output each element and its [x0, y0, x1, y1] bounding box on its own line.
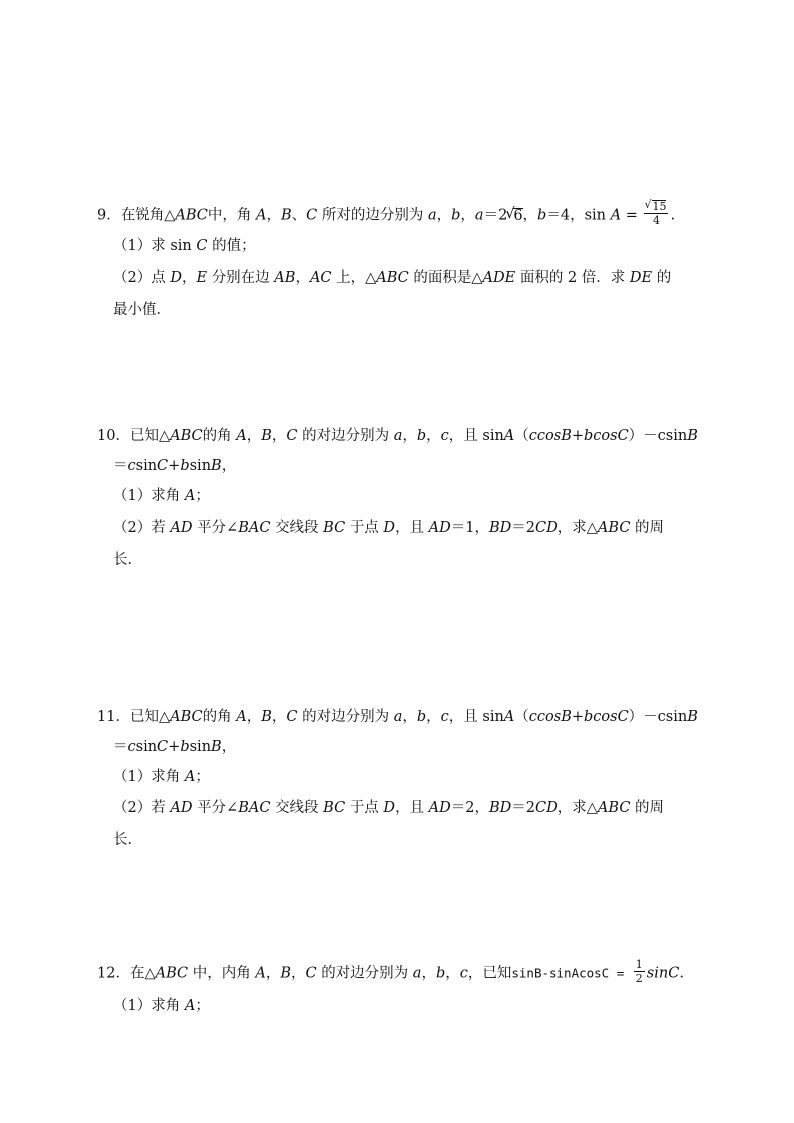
math-var: AD: [170, 800, 193, 816]
math-var: c: [127, 739, 136, 755]
text: .: [670, 207, 676, 224]
problem-9-sub-2-cont: [113, 300, 171, 320]
text: （1）求角: [113, 488, 181, 504]
math-var: B: [687, 709, 698, 725]
math-var: a: [393, 428, 403, 444]
text: 的对边分别为: [321, 965, 409, 982]
text: ，: [290, 965, 306, 982]
text: （2）若: [113, 520, 166, 536]
text: sin: [189, 739, 212, 755]
problem-10-line-2: [113, 456, 236, 476]
fraction: [644, 200, 668, 227]
problem-9-sub-2: [113, 268, 671, 288]
text: ）－csin: [628, 428, 688, 444]
text: ，: [426, 709, 441, 725]
math-var: E: [196, 270, 208, 286]
math-var: BD: [489, 800, 512, 816]
math-var: A: [236, 709, 247, 725]
problem-11-line-1: [97, 707, 698, 727]
text: ，: [221, 458, 237, 474]
math-var: ABC: [170, 428, 203, 444]
problem-12-line-1: [97, 958, 684, 985]
problem-10-sub-2-cont: [113, 550, 142, 570]
math-var: AD: [428, 800, 451, 816]
math-var: A: [184, 769, 196, 785]
math-var: c: [127, 458, 136, 474]
text: ，: [266, 207, 281, 224]
text: 已知△: [129, 709, 171, 725]
problem-11-sub-2-cont: [113, 830, 142, 850]
text: 所对的边分别为: [321, 207, 424, 224]
text: ＝1，: [450, 520, 490, 536]
math-var: BD: [489, 520, 512, 536]
math-var: b: [180, 458, 190, 474]
math-var: BC: [323, 800, 346, 816]
math-var: C: [286, 709, 298, 725]
text: 平分∠: [197, 520, 239, 536]
math-var: ABC: [597, 520, 631, 536]
math-expr: sinC: [646, 965, 680, 982]
text: ，: [246, 428, 262, 444]
math-var: B: [261, 428, 272, 444]
math-var: C: [196, 238, 208, 254]
math-var: C: [157, 458, 169, 474]
text: ，: [221, 739, 237, 755]
text: ，求△: [557, 800, 598, 816]
text: ＝: [113, 458, 128, 474]
text: ，求△: [557, 520, 598, 536]
problem-10-line-1: [97, 426, 698, 446]
text: .: [679, 965, 684, 982]
math-var: A: [184, 488, 196, 504]
text: ，: [265, 965, 281, 982]
text: ，: [421, 965, 436, 982]
math-var: b: [416, 709, 427, 725]
math-var: C: [286, 428, 298, 444]
text: 的值；: [212, 238, 256, 254]
math-var: ABC: [155, 965, 189, 982]
problem-number: 10．: [97, 428, 130, 444]
text: ，: [181, 270, 197, 286]
text: ，: [271, 428, 287, 444]
text: 已知△: [129, 428, 171, 444]
math-var: C: [157, 739, 169, 755]
math-var: D: [170, 270, 182, 286]
text: sin: [189, 458, 212, 474]
math-var: a: [393, 709, 403, 725]
problem-12-sub-1: [113, 996, 210, 1016]
math-var: c: [459, 965, 468, 982]
text: 中，角: [207, 207, 252, 224]
math-var: ADE: [482, 270, 516, 286]
text: ，: [460, 207, 475, 224]
text: （1）求角: [113, 769, 181, 785]
math-var: A: [610, 207, 622, 224]
text: ，且 sin: [448, 428, 504, 444]
text: 于点: [349, 800, 379, 816]
text: ＝2: [511, 520, 536, 536]
problem-9-line-1: [97, 200, 676, 227]
text: 的对边分别为: [302, 428, 390, 444]
fraction: [634, 958, 645, 985]
text: ，: [271, 709, 287, 725]
math-var: A: [503, 428, 515, 444]
text: 交线段: [275, 800, 319, 816]
text: （: [514, 428, 529, 444]
math-var: CD: [535, 520, 558, 536]
text: 长．: [113, 552, 142, 568]
text: ；: [195, 488, 210, 504]
text: 最小值．: [113, 302, 171, 318]
text: ，且: [395, 800, 425, 816]
text: （2）点: [113, 270, 166, 286]
math-var: ABC: [597, 800, 631, 816]
text: sin: [135, 458, 158, 474]
text: 交线段: [275, 520, 319, 536]
text: ，: [522, 207, 538, 224]
text: ，: [426, 428, 441, 444]
math-var: A: [503, 709, 515, 725]
text: 的面积是△: [413, 270, 483, 286]
text: 在锐角△: [120, 207, 176, 224]
text: 于点: [349, 520, 379, 536]
math-var: AD: [428, 520, 451, 536]
text: 的周: [635, 800, 665, 816]
problem-11-sub-1: [113, 767, 210, 787]
text: 的对边分别为: [302, 709, 390, 725]
math-var: B: [211, 739, 222, 755]
text: 中，内角: [192, 965, 251, 982]
problem-number: 9．: [97, 207, 121, 224]
math-expr: ccosB+bcosC: [528, 428, 629, 444]
math-var: D: [383, 520, 396, 536]
math-var: a: [427, 207, 437, 224]
math-var: b: [451, 207, 461, 224]
text: 长．: [113, 832, 142, 848]
text: ＝: [113, 739, 128, 755]
text: 的角: [202, 709, 232, 725]
math-var: B: [261, 709, 272, 725]
math-var: B: [280, 207, 292, 224]
text: 平分∠: [197, 800, 239, 816]
math-var: BAC: [238, 800, 271, 816]
problem-11-sub-2: [113, 798, 664, 818]
math-var: B: [280, 965, 291, 982]
math-var: AC: [309, 270, 332, 286]
text: ）－csin: [628, 709, 688, 725]
problem-9-sub-1: [113, 236, 256, 256]
text: ＝2: [511, 800, 536, 816]
math-var: C: [305, 965, 317, 982]
math-expr: ccosB+bcosC: [528, 709, 629, 725]
math-var: a: [474, 207, 484, 224]
math-var: BC: [323, 520, 346, 536]
text: ，且 sin: [448, 709, 504, 725]
text: ，: [246, 709, 262, 725]
text: ＝2: [483, 207, 508, 224]
sqrt-radicand: √ 6: [513, 208, 522, 224]
math-var: B: [211, 458, 222, 474]
text: ，已知: [467, 965, 512, 982]
math-var: A: [236, 428, 247, 444]
text: ，且: [395, 520, 425, 536]
text: +: [168, 458, 181, 474]
problem-number: 12．: [97, 965, 130, 982]
text: 上，△: [336, 270, 377, 286]
math-var: b: [537, 207, 547, 224]
math-var: AD: [170, 520, 193, 536]
text: ；: [195, 769, 210, 785]
text: ，: [436, 207, 452, 224]
math-var: ABC: [376, 270, 409, 286]
math-var: b: [416, 428, 427, 444]
text: （1）求 sin: [113, 238, 192, 254]
sqrt-radicand: √ 15: [652, 200, 666, 213]
math-var: a: [412, 965, 422, 982]
math-var: CD: [535, 800, 558, 816]
math-var: AB: [274, 270, 296, 286]
text: （: [514, 709, 529, 725]
fraction-denominator: 2: [635, 972, 643, 985]
text: ＝4，sin: [546, 207, 606, 224]
text: ，: [295, 270, 310, 286]
fraction-numerator: [644, 200, 668, 214]
math-var: ABC: [175, 207, 208, 224]
fraction-numerator: 1: [635, 958, 643, 971]
text: （1）求角: [113, 998, 181, 1014]
text: ＝2，: [450, 800, 490, 816]
math-var: BAC: [238, 520, 271, 536]
math-var: A: [256, 207, 267, 224]
math-var: DE: [629, 270, 653, 286]
text: 、: [291, 207, 307, 224]
math-var: b: [435, 965, 446, 982]
text: +: [168, 739, 181, 755]
text: （2）若: [113, 800, 166, 816]
math-var: ABC: [170, 709, 203, 725]
math-var: A: [255, 965, 266, 982]
text: ；: [195, 998, 210, 1014]
text: ，: [445, 965, 460, 982]
math-var: C: [306, 207, 318, 224]
math-var: D: [383, 800, 396, 816]
math-var: c: [440, 428, 449, 444]
math-expr: sinB-sinAcosC =: [511, 965, 632, 981]
text: 的角: [202, 428, 232, 444]
problem-10-sub-1: [113, 486, 210, 506]
math-var: b: [180, 739, 190, 755]
text: 在△: [129, 965, 156, 982]
problem-number: 11．: [97, 709, 130, 725]
text: 的周: [635, 520, 665, 536]
text: ，: [402, 428, 417, 444]
text: 的: [656, 270, 672, 286]
problem-11-line-2: [113, 737, 236, 757]
text: sin: [135, 739, 158, 755]
text: =: [621, 207, 643, 224]
math-var: A: [184, 998, 196, 1014]
math-var: c: [440, 709, 449, 725]
fraction-denominator: 4: [652, 214, 660, 227]
problem-10-sub-2: [113, 518, 664, 538]
math-var: B: [687, 428, 698, 444]
text: 面积的 2 倍．求: [519, 270, 626, 286]
text: ，: [402, 709, 417, 725]
text: 分别在边: [211, 270, 270, 286]
